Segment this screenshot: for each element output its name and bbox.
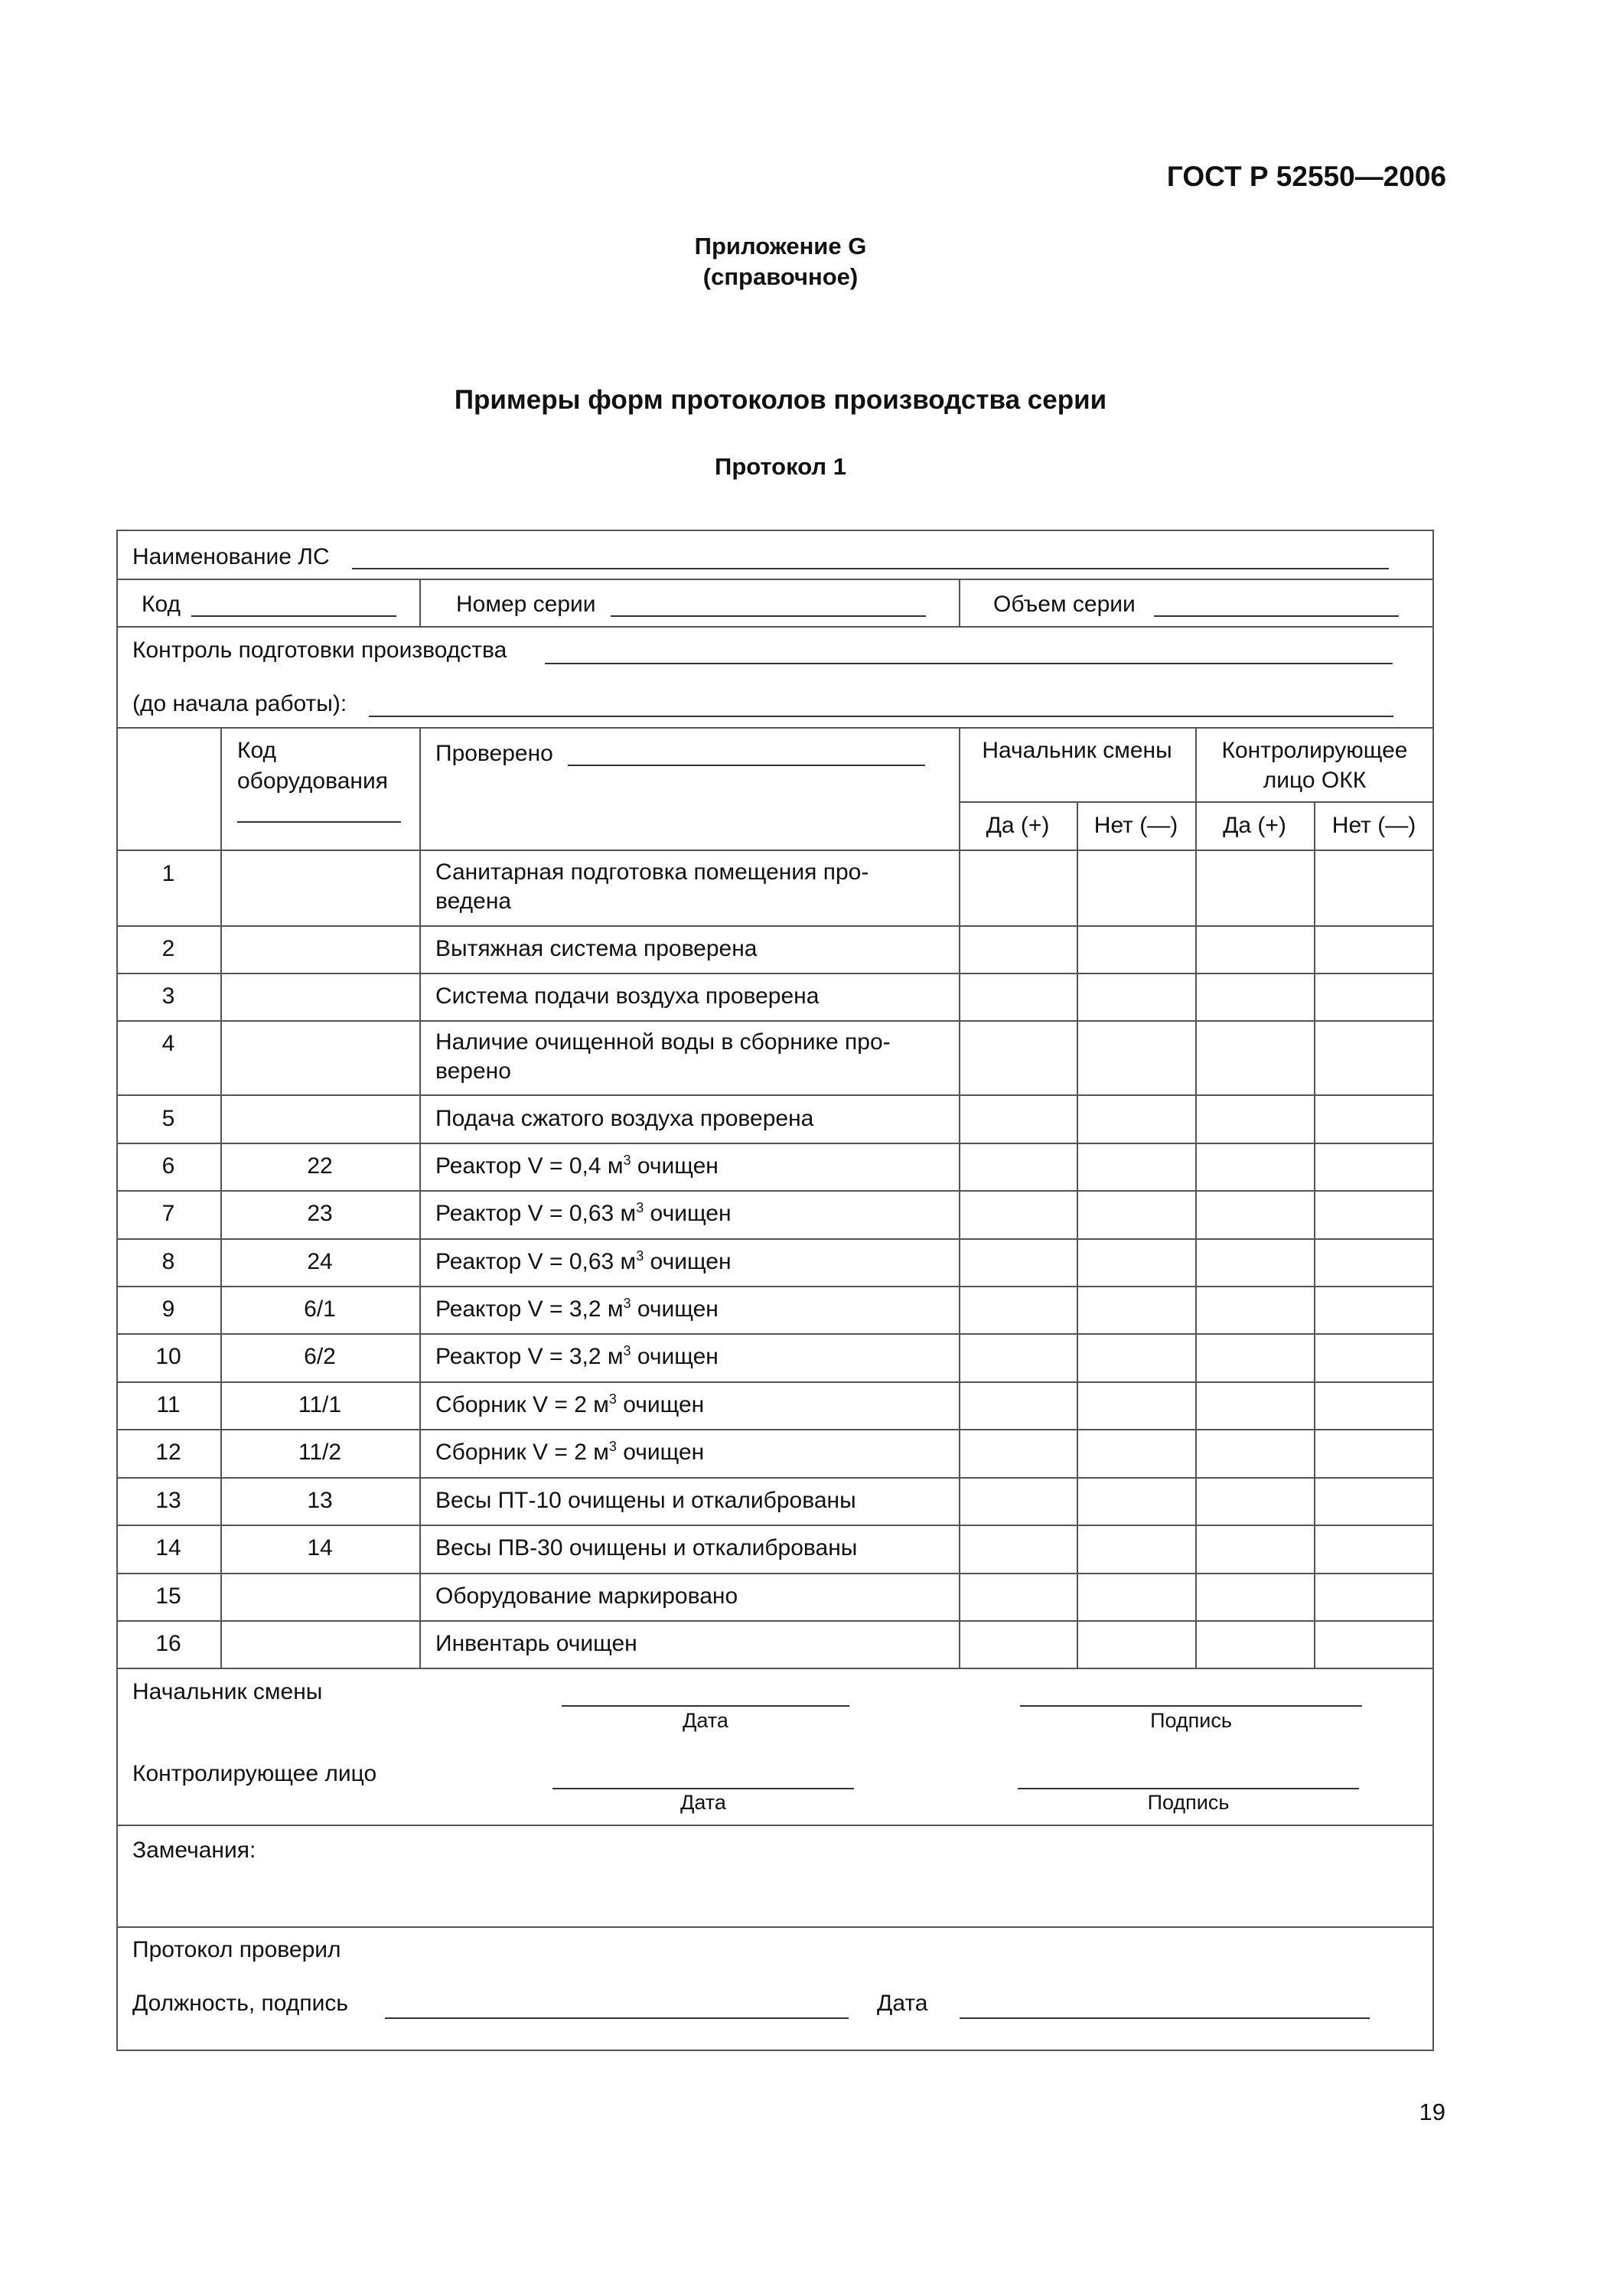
- appendix-line2: (справочное): [702, 263, 859, 290]
- qc-no-header: Нет (—): [1331, 813, 1416, 838]
- grid-line: [419, 727, 421, 1668]
- code-label: Код: [142, 592, 181, 617]
- grid-line: [220, 727, 222, 1668]
- row-text: Сборник V = 2 $м^3$ очищен: [435, 1439, 705, 1465]
- grid-line: [116, 579, 1434, 580]
- appendix-heading: [0, 231, 1561, 292]
- row-equipment-code: 13: [307, 1488, 333, 1513]
- grid-line: [116, 1286, 1434, 1287]
- grid-line: [116, 1926, 1434, 1928]
- row-equipment-code: 6/2: [304, 1344, 336, 1369]
- grid-line: [116, 1525, 1434, 1526]
- row-equipment-code: 14: [307, 1535, 333, 1561]
- equipment-code-underline: [237, 821, 401, 823]
- row-text: [435, 858, 943, 916]
- grid-line: [959, 579, 960, 626]
- row-text: Сборник V = 2 $м^3$ очищен: [435, 1391, 705, 1417]
- row-number: 8: [161, 1249, 175, 1274]
- row-text-line: ведена: [435, 889, 512, 914]
- shift-head-date-field[interactable]: [562, 1705, 849, 1707]
- checked-header: Проверено: [435, 741, 553, 766]
- signature-caption: Подпись: [1150, 1709, 1232, 1732]
- row-equipment-code: 23: [307, 1201, 333, 1226]
- grid-line: [116, 1094, 1434, 1096]
- grid-line: [116, 1477, 1434, 1479]
- date-caption: Дата: [683, 1709, 728, 1732]
- grid-line: [116, 850, 1434, 851]
- prep-control-field[interactable]: [545, 663, 1393, 664]
- before-start-field[interactable]: [369, 716, 1393, 717]
- equipment-code-header-1: Код: [237, 738, 277, 763]
- protocol-title: Протокол 1: [715, 453, 846, 480]
- grid-line: [116, 1429, 1434, 1430]
- row-equipment-code: 6/1: [304, 1296, 336, 1322]
- grid-line: [1077, 801, 1078, 1668]
- row-number: 2: [161, 936, 175, 961]
- row-text: Реактор V = 0,63 $м^3$ очищен: [435, 1248, 732, 1274]
- grid-line: [116, 925, 1434, 927]
- qc-header-1: Контролирующее: [1221, 738, 1408, 763]
- row-number: 10: [155, 1344, 181, 1369]
- document-code: ГОСТ Р 52550—2006: [1166, 161, 1446, 192]
- grid-line: [1314, 801, 1315, 1668]
- grid-line: [116, 1381, 1434, 1383]
- grid-line: [116, 1825, 1434, 1826]
- controller-date-field[interactable]: [552, 1788, 854, 1789]
- row-text: Подача сжатого воздуха проверена: [435, 1106, 814, 1131]
- code-field[interactable]: [191, 615, 396, 617]
- shift-no-header: Нет (—): [1093, 813, 1178, 838]
- shift-yes-header: Да (+): [986, 813, 1050, 838]
- row-text: Оборудование маркировано: [435, 1583, 738, 1609]
- grid-line: [116, 973, 1434, 974]
- appendix-line1: Приложение G: [694, 233, 867, 259]
- controller-signature-field[interactable]: [1018, 1788, 1359, 1789]
- position-signature-field[interactable]: [385, 2017, 849, 2019]
- row-number: 11: [156, 1392, 181, 1417]
- row-number: 12: [155, 1440, 181, 1465]
- row-text: [435, 1028, 943, 1086]
- prep-control-label: Контроль подготовки производства: [132, 638, 507, 663]
- checked-date-field[interactable]: [960, 2017, 1370, 2019]
- row-number: 16: [155, 1631, 181, 1656]
- row-number: 14: [155, 1535, 181, 1561]
- grid-line: [116, 1573, 1434, 1574]
- qc-header-2: лицо ОКК: [1263, 768, 1367, 793]
- row-number: 7: [161, 1201, 175, 1226]
- checked-field[interactable]: [568, 765, 925, 766]
- equipment-code-header-2: оборудования: [237, 768, 388, 794]
- qc-yes-header: Да (+): [1223, 813, 1286, 838]
- grid-line: [116, 727, 1434, 729]
- page-title: Примеры форм протоколов производства серии: [454, 385, 1107, 415]
- row-text: Система подачи воздуха проверена: [435, 983, 820, 1009]
- row-text-line: Санитарная подготовка помещения про-: [435, 859, 869, 885]
- row-text: Весы ПТ-10 очищены и откалиброваны: [435, 1488, 856, 1513]
- grid-line: [116, 1143, 1434, 1144]
- series-volume-field[interactable]: [1154, 615, 1399, 617]
- checked-date-label: Дата: [877, 1991, 928, 2016]
- grid-line: [959, 727, 960, 1668]
- grid-line: [116, 1333, 1434, 1335]
- remarks-label: Замечания:: [132, 1838, 256, 1863]
- page-number: 19: [1419, 2099, 1445, 2125]
- row-number: 15: [155, 1583, 181, 1609]
- row-text: Реактор V = 0,63 $м^3$ очищен: [435, 1200, 732, 1226]
- grid-line: [116, 1668, 1434, 1669]
- before-start-label: (до начала работы):: [132, 691, 347, 716]
- row-text: Весы ПВ-30 очищены и откалиброваны: [435, 1535, 858, 1561]
- series-volume-label: Объем серии: [993, 592, 1136, 617]
- grid-line: [116, 1190, 1434, 1192]
- position-signature-label: Должность, подпись: [132, 1991, 348, 2016]
- row-number: 9: [161, 1296, 175, 1322]
- row-number: 5: [161, 1106, 175, 1131]
- row-equipment-code: 24: [307, 1249, 333, 1274]
- row-number: 1: [161, 861, 175, 886]
- row-number: 6: [161, 1153, 175, 1179]
- series-number-field[interactable]: [611, 615, 926, 617]
- grid-line: [116, 1020, 1434, 1022]
- shift-head-signature-field[interactable]: [1020, 1705, 1362, 1707]
- drug-name-field[interactable]: [352, 568, 1389, 569]
- series-number-label: Номер серии: [456, 592, 596, 617]
- checked-by-label: Протокол проверил: [132, 1937, 341, 1962]
- row-equipment-code: 11/2: [298, 1440, 342, 1465]
- shift-head-header: Начальник смены: [982, 738, 1172, 763]
- drug-name-label: Наименование ЛС: [132, 544, 330, 569]
- row-number: 4: [161, 1031, 175, 1056]
- row-text-line: Наличие очищенной воды в сборнике про-: [435, 1029, 891, 1055]
- grid-line: [419, 579, 421, 626]
- row-text: Реактор V = 3,2 $м^3$ очищен: [435, 1343, 719, 1369]
- row-text: Реактор V = 3,2 $м^3$ очищен: [435, 1296, 719, 1322]
- grid-line: [116, 1238, 1434, 1240]
- date-caption: Дата: [680, 1791, 726, 1814]
- row-text-line: верено: [435, 1058, 511, 1084]
- grid-line: [116, 626, 1434, 628]
- signature-caption: Подпись: [1147, 1791, 1230, 1814]
- row-text: Реактор V = 0,4 $м^3$ очищен: [435, 1153, 719, 1179]
- row-text: Инвентарь очищен: [435, 1631, 637, 1656]
- row-equipment-code: 11/1: [298, 1392, 342, 1417]
- grid-line: [1195, 727, 1197, 1668]
- row-equipment-code: 22: [307, 1153, 333, 1179]
- row-number: 13: [155, 1488, 181, 1513]
- row-number: 3: [161, 983, 175, 1009]
- shift-head-label: Начальник смены: [132, 1679, 323, 1704]
- row-text: Вытяжная система проверена: [435, 936, 758, 961]
- grid-line: [116, 1620, 1434, 1622]
- controller-label: Контролирующее лицо: [132, 1761, 377, 1786]
